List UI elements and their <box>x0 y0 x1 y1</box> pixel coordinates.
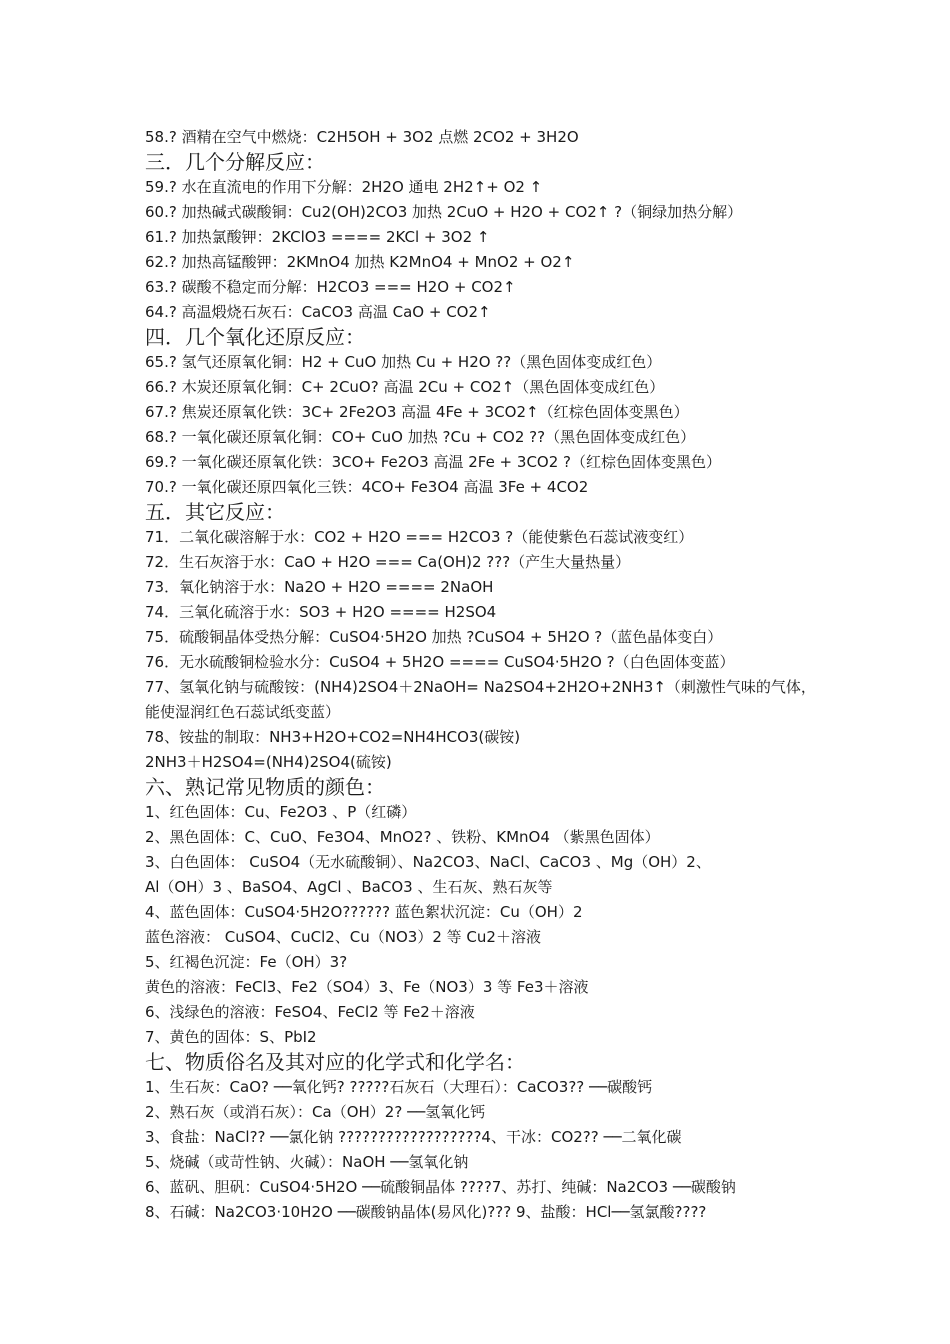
text-line: 66.? 木炭还原氧化铜：C+ 2CuO? 高温 2Cu + CO2↑（黑色固体变成红色） <box>145 378 665 396</box>
text-line: 1、生石灰：CaO? ──氧化钙? ?????石灰石（大理石）：CaCO3?? ──碳酸钙 <box>145 1078 653 1096</box>
text-line: 73．氧化钠溶于水：Na2O + H2O ==== 2NaOH <box>145 578 494 596</box>
section-heading: 四．几个氧化还原反应： <box>145 325 365 349</box>
text-line: 5、烧碱（或苛性钠、火碱）：NaOH ──氢氧化钠 <box>145 1153 469 1171</box>
text-line: 蓝色溶液： CuSO4、CuCl2、Cu（NO3）2 等 Cu2＋溶液 <box>145 928 541 946</box>
section-heading: 七、物质俗名及其对应的化学式和化学名： <box>145 1050 525 1074</box>
text-line: 2、熟石灰（或消石灰）：Ca（OH）2? ──氢氧化钙 <box>145 1103 486 1121</box>
text-line: 7、黄色的固体：S、PbI2 <box>145 1028 317 1046</box>
text-line: 6、蓝矾、胆矾：CuSO4·5H2O ──硫酸铜晶体 ????7、苏打、纯碱：Na2CO3 ──碳酸钠 <box>145 1178 736 1196</box>
text-line: 60.? 加热碱式碳酸铜：Cu2(OH)2CO3 加热 2CuO + H2O + CO2↑ ?（铜绿加热分解） <box>145 203 743 221</box>
text-line: 63.? 碳酸不稳定而分解：H2CO3 === H2O + CO2↑ <box>145 278 516 296</box>
text-line: 78、铵盐的制取：NH3+H2O+CO2=NH4HCO3(碳铵) <box>145 728 521 746</box>
text-line: 70.? 一氧化碳还原四氧化三铁：4CO+ Fe3O4 高温 3Fe + 4CO2 <box>145 478 589 496</box>
text-line: 1、红色固体：Cu、Fe2O3 、P（红磷） <box>145 803 417 821</box>
text-line: 3、食盐：NaCl?? ──氯化钠 ??????????????????4、干冰：CO2?? ──二氧化碳 <box>145 1128 682 1146</box>
text-line: 4、蓝色固体：CuSO4·5H2O?????? 蓝色絮状沉淀：Cu（OH）2 <box>145 903 583 921</box>
text-line: 74．三氧化硫溶于水：SO3 + H2O ==== H2SO4 <box>145 603 497 621</box>
document-page <box>145 125 825 1225</box>
text-line: 61.? 加热氯酸钾：2KClO3 ==== 2KCl + 3O2 ↑ <box>145 228 490 246</box>
text-line: 67.? 焦炭还原氧化铁：3C+ 2Fe2O3 高温 4Fe + 3CO2↑（红棕色固体变黑色） <box>145 403 689 421</box>
text-line: 68.? 一氧化碳还原氧化铜：CO+ CuO 加热 ?Cu + CO2 ??（黑色固体变成红色） <box>145 428 696 446</box>
text-line: 65.? 氢气还原氧化铜：H2 + CuO 加热 Cu + H2O ??（黑色固体变成红色） <box>145 353 662 371</box>
text-line: 59.? 水在直流电的作用下分解：2H2O 通电 2H2↑+ O2 ↑ <box>145 178 543 196</box>
text-line: 2、黑色固体：C、CuO、Fe3O4、MnO2? 、铁粉、KMnO4 （紫黑色固体） <box>145 828 660 846</box>
section-heading: 三．几个分解反应： <box>145 150 325 174</box>
text-line: 58.? 酒精在空气中燃烧：C2H5OH + 3O2 点燃 2CO2 + 3H2O <box>145 128 579 146</box>
text-line: 71．二氧化碳溶解于水：CO2 + H2O === H2CO3 ?（能使紫色石蕊试液变红） <box>145 528 694 546</box>
text-line: 64.? 高温煅烧石灰石：CaCO3 高温 CaO + CO2↑ <box>145 303 491 321</box>
section-heading: 五．其它反应： <box>145 500 285 524</box>
text-line: 8、石碱：Na2CO3·10H2O ──碳酸钠晶体(易风化)??? 9、盐酸：HCl──氢氯酸???? <box>145 1203 707 1221</box>
text-line: Al（OH）3 、BaSO4、AgCl 、BaCO3 、生石灰、熟石灰等 <box>145 878 553 896</box>
text-line: 6、浅绿色的溶液：FeSO4、FeCl2 等 Fe2＋溶液 <box>145 1003 475 1021</box>
text-line: 77、氢氧化钠与硫酸铵：(NH4)2SO4＋2NaOH= Na2SO4+2H2O+2NH3↑（刺激性气味的气体，能使湿润红色石蕊试纸变蓝） <box>145 678 816 721</box>
text-line: 2NH3＋H2SO4=(NH4)2SO4(硫铵) <box>145 753 392 771</box>
text-line: 76．无水硫酸铜检验水分：CuSO4 + 5H2O ==== CuSO4·5H2O ?（白色固体变蓝） <box>145 653 735 671</box>
text-line: 69.? 一氧化碳还原氧化铁：3CO+ Fe2O3 高温 2Fe + 3CO2 ?（红棕色固体变黑色） <box>145 453 721 471</box>
text-line: 黄色的溶液：FeCl3、Fe2（SO4）3、Fe（NO3）3 等 Fe3＋溶液 <box>145 978 589 996</box>
text-line: 72．生石灰溶于水：CaO + H2O === Ca(OH)2 ???（产生大量热量） <box>145 553 631 571</box>
text-line: 3、白色固体： CuSO4（无水硫酸铜）、Na2CO3、NaCl、CaCO3 、Mg（OH）2、 <box>145 853 711 871</box>
text-line: 75．硫酸铜晶体受热分解：CuSO4·5H2O 加热 ?CuSO4 + 5H2O ?（蓝色晶体变白） <box>145 628 723 646</box>
section-heading: 六、熟记常见物质的颜色： <box>145 775 385 799</box>
text-line: 62.? 加热高锰酸钾：2KMnO4 加热 K2MnO4 + MnO2 + O2↑ <box>145 253 575 271</box>
text-line: 5、红褐色沉淀：Fe（OH）3? <box>145 953 348 971</box>
